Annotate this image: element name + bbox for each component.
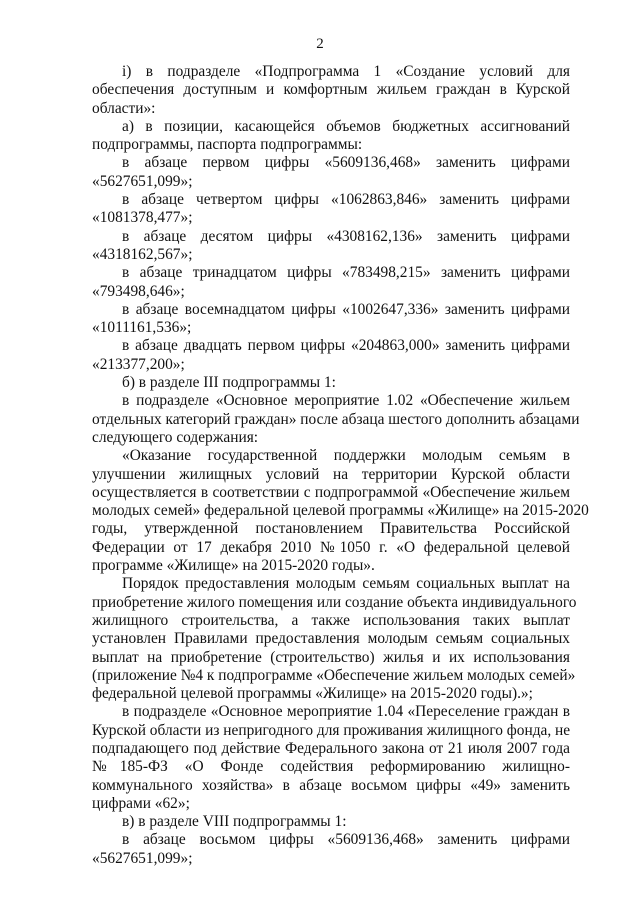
text-line: молодых семей» федеральной целевой программы «Жилище» на 2015-2020 [92, 502, 589, 520]
paragraph [92, 447, 589, 575]
paragraph [92, 392, 580, 447]
text-line: «1011161,536»; [92, 319, 192, 337]
text-line: в абзаце тринадцатом цифры «783498,215» заменить цифрами [122, 264, 570, 282]
text-line: федеральной целевой программы «Жилище» на 2015-2020 годы).»; [92, 685, 533, 703]
text-line: коммунального хозяйства» в абзаце восьмом цифры «49» заменить [92, 776, 570, 794]
paragraph [92, 813, 570, 831]
text-line: осуществляется в соответствии с подпрограммой «Обеспечение жильем [92, 483, 570, 501]
paragraph [92, 831, 570, 868]
text-line: (приложение №4 к подпрограмме «Обеспечение жильем молодых семей» [92, 666, 576, 684]
text-line: в) в разделе VIII подпрограммы 1: [122, 813, 347, 831]
text-line: «5627651,099»; [92, 172, 193, 190]
text-line: приобретение жилого помещения или создание объекта индивидуального [92, 593, 577, 611]
text-line: улучшении жилищных условий на территории Курской области [92, 465, 570, 483]
text-line: №185-ФЗ «О Фонде содействия реформированию жилищно- [92, 758, 570, 776]
document-body [92, 63, 589, 868]
text-line: цифрами «62»; [92, 794, 190, 812]
text-line: «793498,646»; [92, 282, 185, 300]
text-line: установлен Правилами предоставления молодым семьям социальных [92, 630, 570, 648]
paragraph [92, 63, 570, 118]
text-line: области»: [92, 99, 156, 117]
text-line: б) в разделе III подпрограммы 1: [122, 374, 336, 392]
paragraph [92, 118, 570, 155]
text-line: выплат на приобретение (строительство) жилья и их использования [92, 648, 570, 666]
text-line: «4318162,567»; [92, 245, 193, 263]
text-line: подпрограммы, паспорта подпрограммы: [92, 136, 363, 154]
text-line: Курской области из непригодного для проживания жилищного фонда, не [92, 721, 571, 739]
text-line: программе «Жилище» на 2015-2020 годы». [92, 557, 375, 575]
text-line: «1081378,477»; [92, 209, 193, 227]
paragraph [92, 337, 570, 374]
text-line: обеспечения доступным и комфортным жильем граждан в Курской [92, 81, 570, 99]
text-line: следующего содержания: [92, 428, 259, 446]
text-line: «5627651,099»; [92, 849, 193, 867]
text-line: в абзаце десятом цифры «4308162,136» заменить цифрами [122, 227, 570, 245]
text-line: а) в позиции, касающейся объемов бюджетных ассигнований [122, 117, 570, 135]
text-line: в подразделе «Основное мероприятие 1.02 «Обеспечение жильем [122, 392, 570, 410]
text-line: в абзаце двадцать первом цифры «204863,000» заменить цифрами [122, 337, 570, 355]
page-number: 2 [316, 36, 324, 52]
text-line: в абзаце первом цифры «5609136,468» заменить цифрами [122, 154, 570, 172]
text-line: «Оказание государственной поддержки молодым семьям в [122, 447, 570, 465]
paragraph [92, 703, 570, 813]
paragraph [92, 228, 570, 265]
text-line: годы, утвержденной постановлением Правительства Российской [92, 520, 570, 538]
text-line: отдельных категорий граждан» после абзаца шестого дополнить абзацами [92, 410, 580, 428]
paragraph [92, 575, 577, 703]
text-line: Порядок предоставления молодым семьям социальных выплат на [122, 575, 570, 593]
text-line: жилищного строительства, а также использования таких выплат [92, 611, 570, 629]
paragraph [92, 191, 570, 228]
text-line: i) в подразделе «Подпрограмма 1 «Создание условий для [122, 63, 570, 80]
text-line: подпадающего под действие Федерального закона от 21 июля 2007 года [92, 739, 570, 757]
text-line: в абзаце четвертом цифры «1062863,846» заменить цифрами [122, 191, 570, 209]
text-line: в подразделе «Основное мероприятие 1.04 «Переселение граждан в [122, 703, 570, 721]
paragraph [92, 154, 570, 191]
paragraph [92, 374, 570, 392]
paragraph [92, 264, 570, 301]
paragraph [92, 301, 570, 338]
text-line: «213377,200»; [92, 355, 185, 373]
text-line: в абзаце восьмом цифры «5609136,468» заменить цифрами [122, 831, 570, 849]
text-line: Федерации от 17 декабря 2010 №1050 г. «О федеральной целевой [92, 538, 570, 556]
text-line: в абзаце восемнадцатом цифры «1002647,336» заменить цифрами [122, 300, 570, 318]
